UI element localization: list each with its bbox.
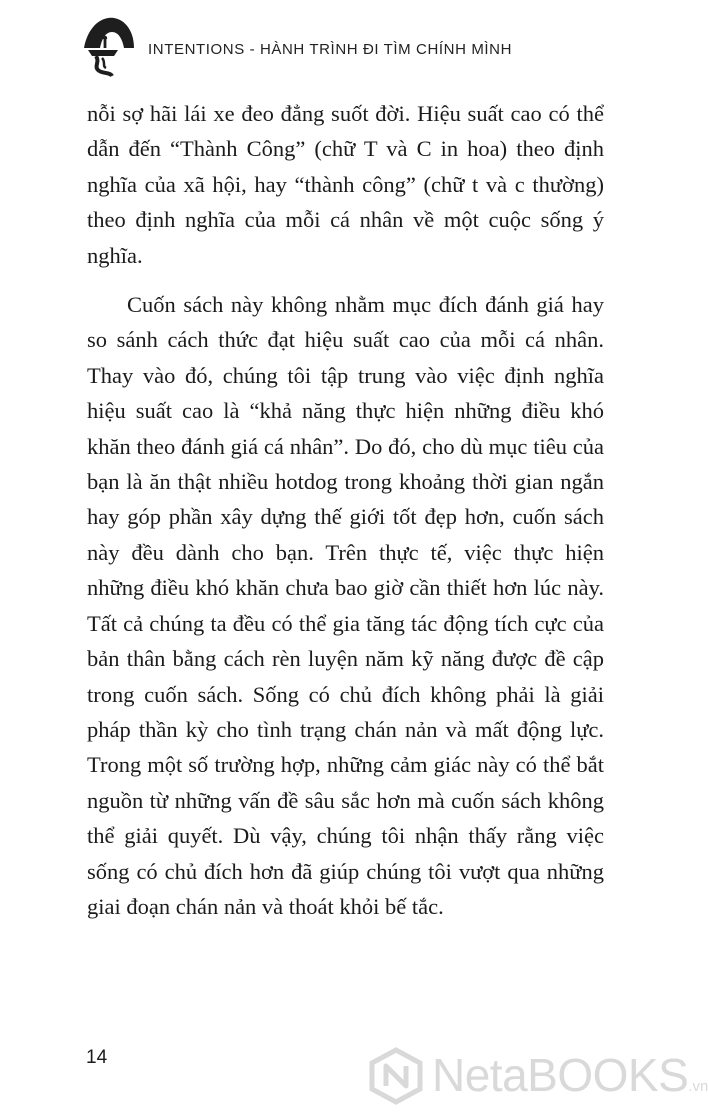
paragraph: Cuốn sách này không nhằm mục đích đánh giá hay so sánh cách thức đạt hiệu suất cao của mỗi cá nhân. Thay vào đó, chúng tôi tập trung vào việc định nghĩa hiệu suất cao là “khả năng thực hiện những điều khó khăn theo đánh giá cá nhân”. Do đó, cho dù mục tiêu của bạn là ăn thật nhiều hotdog trong khoảng thời gian ngắn hay góp phần xây dựng thế giới tốt đẹp hơn, cuốn sách này đều dành cho bạn. Trên thực tế, việc thực hiện những điều khó khăn chưa bao giờ cần thiết hơn lúc này. Tất cả chúng ta đều có thể gia tăng tác động tích cực của bản thân bằng cách rèn luyện năm kỹ năng được đề cập trong cuốn sách. Sống có chủ đích không phải là giải pháp thần kỳ cho tình trạng chán nản và mất động lực. Trong một số trường hợp, những cảm giác này có thể bắt nguồn từ những vấn đề sâu sắc hơn mà cuốn sách không thể giải quyết. Dù vậy, chúng tôi nhận thấy rằng việc sống có chủ đích hơn đã giúp chúng tôi vượt qua những giai đoạn chán nản và thoát khỏi bế tắc. [87,292,604,919]
watermark-brand [432,1048,708,1102]
watermark-suffix: .vn [688,1078,708,1095]
mountain-hiker-logo-icon [78,8,138,78]
page-number: 14 [86,1047,108,1068]
netabooks-n-icon [366,1046,426,1106]
body-text [87,96,604,924]
netabooks-watermark [366,1046,708,1106]
paragraph-continuation: nỗi sợ hãi lái xe đeo đẳng suốt đời. Hiệu suất cao có thể dẫn đến “Thành Công” (chữ T và C in hoa) theo định nghĩa của xã hội, hay “thành công” (chữ t và c thường) theo định nghĩa của mỗi cá nhân về một cuộc sống ý nghĩa. [87,101,604,268]
running-title: INTENTIONS - HÀNH TRÌNH ĐI TÌM CHÍNH MÌNH [148,41,513,58]
watermark-brand-name: NetaBOOKS [432,1049,689,1101]
page-header [78,8,638,78]
